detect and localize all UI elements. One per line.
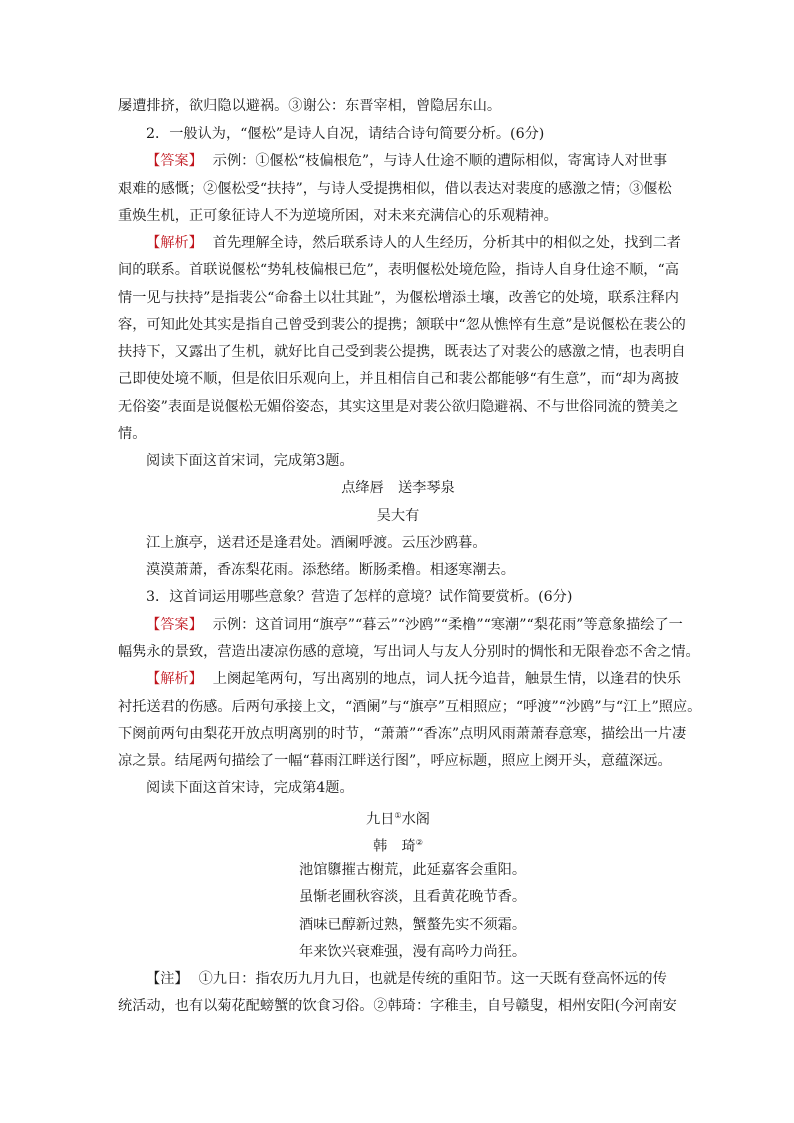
reading-instruction-4: 阅读下面这首宋诗，完成第4题。: [146, 780, 354, 796]
analysis-2-line-2: 间的联系。首联说偃松“势轧枝偏根已危”，表明偃松处境危险，指诗人自身仕途不顺，“高: [118, 262, 679, 278]
analysis-text: 上阕起笔两句，写出离别的地点，词人抚今追昔，触景生情，以逢君的快乐: [212, 671, 681, 687]
answer-2: [146, 151, 716, 171]
analysis-2-line-3: 情一见与扶持”是指裴公“命畚土以壮其趾”，为偃松增添土壤，改善它的处境，联系注释内: [118, 290, 679, 306]
reading-instruction-3: 阅读下面这首宋词，完成第3题。: [146, 453, 354, 469]
poem-4-line-2: 虽惭老圃秋容淡，且看黄花晚节香。: [299, 889, 527, 905]
analysis-2-line-5: 扶持下，又露出了生机，就好比自己受到裴公提携，既表达了对裴公的感激之情，也表明自: [118, 344, 686, 360]
poem-author-3: 吴大有: [376, 508, 420, 524]
analysis-3: [146, 669, 716, 689]
analysis-2-line-6: 己即使处境不顺，但是依旧乐观向上，并且相信自己和裴公都能够“有生意”，而“却为离披: [118, 371, 679, 387]
title-text: 九日: [366, 811, 395, 828]
answer-tag: 【答案】: [146, 617, 203, 633]
poem-4-line-4: 年来饮兴衰难强，漫有高吟力尚狂。: [299, 944, 527, 960]
answer-text: 示例：①偃松“枝偏根危”，与诗人仕途不顺的遭际相似，寄寓诗人对世事: [212, 153, 668, 169]
analysis-tag: 【解析】: [146, 671, 203, 687]
answer-2-line-3: 重焕生机，正可象征诗人不为逆境所困，对未来充满信心的乐观精神。: [118, 208, 558, 224]
analysis-3-line-4: 凉之景。结尾两句描绘了一幅“暮雨江畔送行图”，呼应标题，照应上阕开头，意蕴深远。: [118, 753, 672, 769]
analysis-3-line-2: 衬托送君的伤感。后两句承接上文，“酒阑”与“旗亭”互相照应；“呼渡”“沙鸥”与“江上”照应。: [118, 699, 702, 715]
analysis-text: 首先理解全诗，然后联系诗人的人生经历，分析其中的相似之处，找到二者: [212, 235, 681, 251]
note-tag: 【注】: [146, 971, 189, 987]
poem-author-4: [118, 833, 678, 857]
question-2: 2．一般认为，“偃松”是诗人自况，请结合诗句简要分析。(6分): [146, 126, 545, 142]
poem-4-line-3: 酒味已醇新过熟，蟹螯先实不须霜。: [299, 917, 527, 933]
footnote-marker: ②: [415, 838, 423, 847]
note-text: ①九日：指农历九月九日，也就是传统的重阳节。这一天既有登高怀远的传: [198, 971, 667, 987]
note-4: [146, 969, 716, 989]
analysis-3-line-3: 下阕前两句由梨花开放点明离别的时节，“萧萧”“香冻”点明风雨萧萧春意寒，描绘出一片凄: [118, 726, 687, 742]
analysis-2-line-7: 无俗姿”表面是说偃松无媚俗姿态，其实这里是对裴公欲归隐避祸、不与世俗同流的赞美之: [118, 399, 679, 415]
answer-3-line-2: 幅隽永的景致，营造出凄凉伤感的意境，写出词人与友人分别时的惆怅和无限眷恋不舍之情。: [118, 644, 700, 660]
poem-3-line-1: 江上旗亭，送君还是逢君处。酒阑呼渡。云压沙鸥暮。: [146, 535, 487, 551]
note-continuation: 屡遭排挤，欲归隐以避祸。③谢公：东晋宰相，曾隐居东山。: [118, 98, 502, 114]
analysis-2: [146, 233, 716, 253]
analysis-2-line-8: 情。: [118, 426, 147, 442]
poem-title-3: 点绛唇 送李琴泉: [341, 480, 455, 496]
analysis-2-line-4: 容，可知此处其实是指自己曾受到裴公的提携；颔联中“忽从憔悴有生意”是说偃松在裴公的: [118, 317, 686, 333]
author-text: 韩 琦: [373, 838, 416, 855]
answer-tag: 【答案】: [146, 153, 203, 169]
poem-title-4: [118, 806, 678, 830]
poem-4-line-1: 池馆隳摧古榭荒，此延嘉客会重阳。: [299, 862, 527, 878]
note-4-line-2: 统活动，也有以菊花配螃蟹的饮食习俗。②韩琦：字稚圭，自号赣叟，相州安阳(今河南安: [118, 998, 677, 1014]
answer-3: [146, 615, 716, 635]
footnote-marker: ①: [394, 811, 402, 820]
title-text: 水阁: [401, 811, 430, 828]
question-3: 3．这首词运用哪些意象？营造了怎样的意境？试作简要赏析。(6分): [146, 589, 573, 605]
analysis-tag: 【解析】: [146, 235, 203, 251]
poem-3-line-2: 漠漠萧萧，香冻梨花雨。添愁绪。断肠柔橹。相逐寒潮去。: [146, 562, 515, 578]
answer-2-line-2: 艰难的感慨；②偃松受“扶持”，与诗人受提携相似，借以表达对裴度的感激之情；③偃松: [118, 181, 672, 197]
answer-text: 示例：这首词用“旗亭”“暮云”“沙鸥”“柔橹”“寒潮”“梨花雨”等意象描绘了一: [212, 617, 683, 633]
